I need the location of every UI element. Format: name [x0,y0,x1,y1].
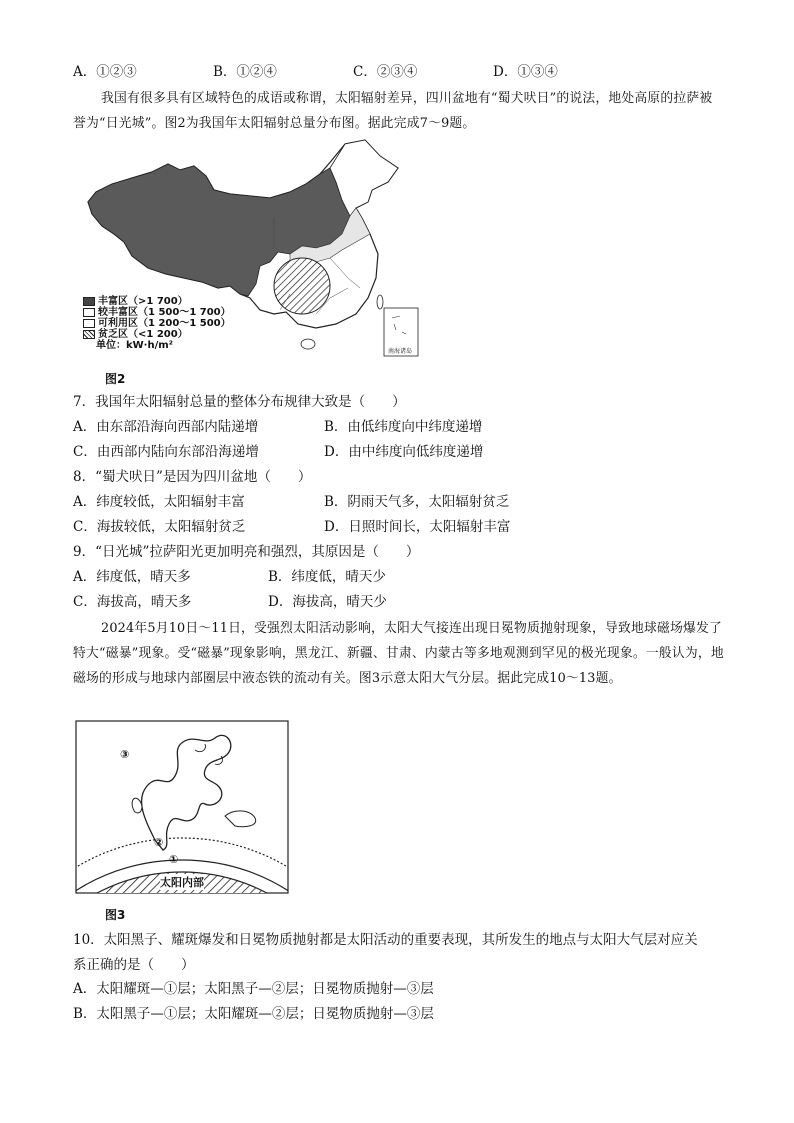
q9-option-a: A．纬度低，晴天多 [73,569,191,585]
q10-stem-line2: 系正确的是（ ） [73,957,195,973]
q7-option-b: B．由低纬度向中纬度递增 [324,419,483,435]
fig3-label-2: ② [154,836,164,849]
map-legend [83,296,231,351]
legend-mid: 较丰富区（1 500～1 700） [98,307,231,318]
intro-7-9: 我国有很多具有区域特色的成语或称谓，太阳辐射差异，四川盆地有“蜀犬吠日”的说法，地处高原的拉萨被誉为“日光城”。图2为我国年太阳辐射总量分布图。据此完成7～9题。 [73,91,713,131]
taiwan-island [377,295,383,309]
q9-option-b: B．纬度低，晴天少 [268,569,386,585]
fig3-caption: 图3 [105,908,126,922]
poor-region-hatched [274,258,330,314]
sun-atmosphere-diagram [75,720,289,894]
q8-option-c: C．海拔较低，太阳辐射贫乏 [73,519,246,535]
q7-option-a: A．由东部沿海向西部内陆递增 [73,419,259,435]
legend-rich-swatch [83,297,95,306]
q8-option-d: D．日照时间长，太阳辐射丰富 [324,519,511,535]
q8-stem: 8．“蜀犬吠日”是因为四川盆地（ ） [73,469,312,485]
legend-use-swatch [83,319,95,328]
fig3-interior-label: 太阳内部 [160,876,204,889]
legend-poor: 贫乏区（<1 200） [98,329,188,340]
legend-unit: 单位：kW·h/m² [96,340,174,351]
q10-stem-line1: 10．太阳黑子、耀斑爆发和日冕物质抛射都是太阳活动的重要表现，其所发生的地点与太阳大气层对应关 [73,932,698,948]
inset-label: 南海诸岛 [388,348,413,355]
q8-option-a: A．纬度较低，太阳辐射丰富 [73,494,245,510]
legend-mid-swatch [83,308,95,317]
legend-use: 可利用区（1 200～1 500） [98,318,231,329]
intro-10-13: 2024年5月10日～11日，受强烈太阳活动影响，太阳大气接连出现日冕物质抛射现象，导致地球磁场爆发了特大“磁暴”现象。受“磁暴”现象影响，黑龙江、新疆、甘肃、内蒙古等多地观测到罕见的极光现象。一般认为，地磁场的形成与地球内部圈层中液态铁的流动有关。图3示意太阳大气分层。据此完成10～13题。 [73,621,724,686]
q7-stem: 7．我国年太阳辐射总量的整体分布规律大致是（ ） [73,394,406,410]
legend-rich: 丰富区（>1 700） [98,296,188,307]
fig3-label-1: ① [169,853,179,866]
prev-option-b: B．①②④ [213,64,277,80]
fig2-caption: 图2 [105,372,126,386]
legend-poor-swatch [83,330,95,339]
q10-option-b: B．太阳黑子—①层；太阳耀斑—②层；日冕物质抛射—③层 [73,1006,434,1022]
q9-option-c: C．海拔高，晴天多 [73,594,192,610]
q8-option-b: B．阴雨天气多，太阳辐射贫乏 [324,494,510,510]
prev-option-d: D．①③④ [493,64,558,80]
prev-option-a: A．①②③ [73,64,137,80]
hainan-island [301,339,315,349]
prev-option-c: C．②③④ [353,64,418,80]
q9-option-d: D．海拔高，晴天少 [268,594,387,610]
q10-option-a: A．太阳耀斑—①层；太阳黑子—②层；日冕物质抛射—③层 [73,981,434,997]
q9-stem: 9．“日光城”拉萨阳光更加明亮和强烈，其原因是（ ） [73,544,420,560]
fig3-label-3: ③ [120,748,130,761]
q7-option-d: D．由中纬度向低纬度递增 [324,444,484,460]
q7-option-c: C．由西部内陆向东部沿海递增 [73,444,259,460]
